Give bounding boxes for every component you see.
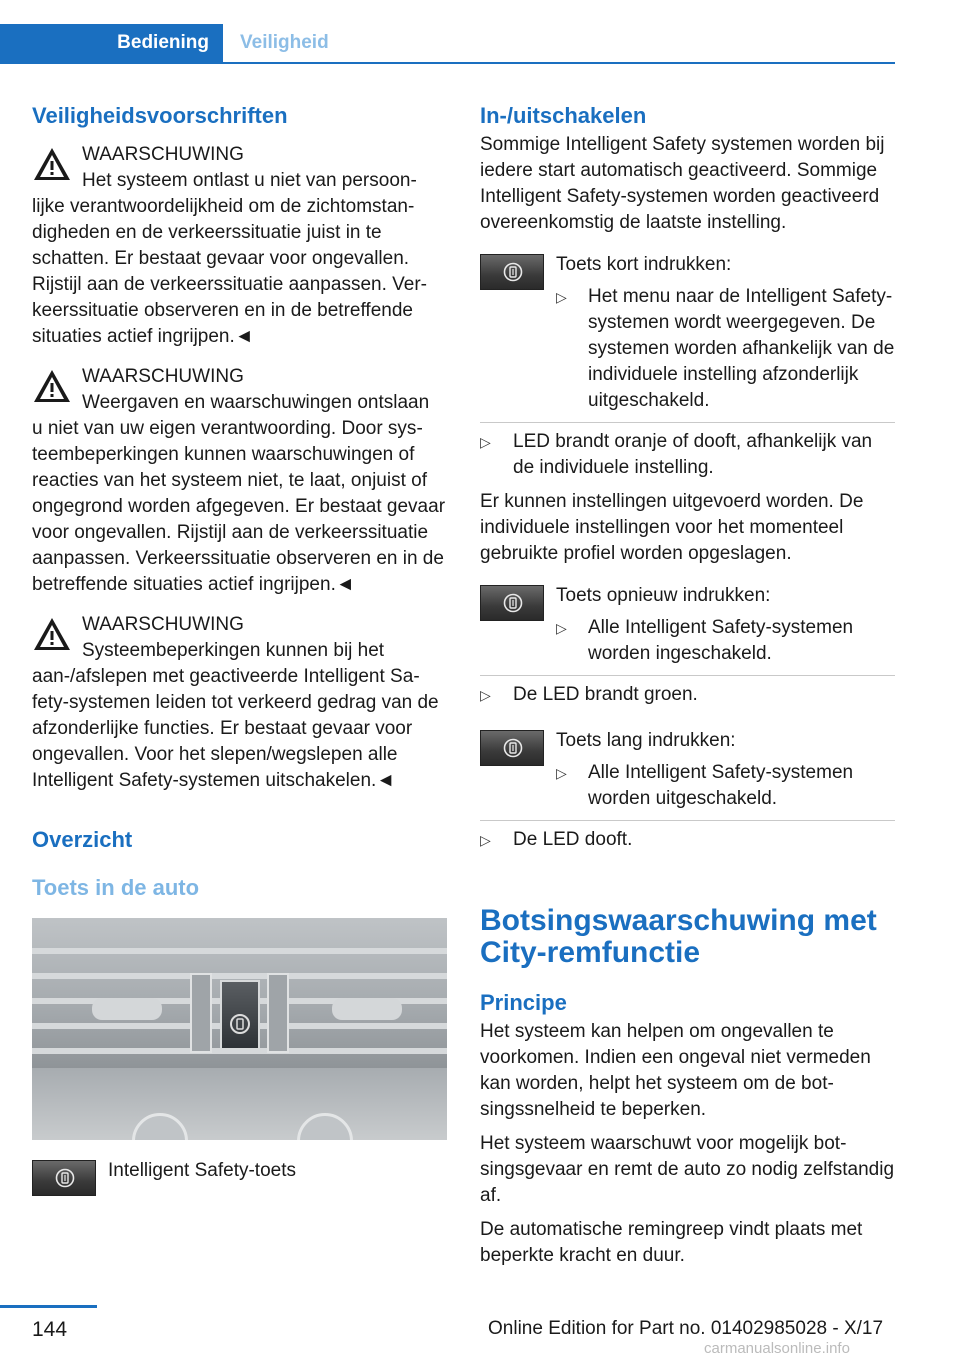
tab-bediening[interactable]: Bediening [0, 24, 223, 62]
tab-veiligheid[interactable]: Veiligheid [240, 32, 329, 53]
warning-triangle-icon [32, 368, 72, 404]
principle-paragraph-2: Het systeem waarschuwt voor mogelijk botsingsgevaar en remt de auto zo nodig zelfstandig af. [480, 1133, 895, 1206]
chapter-title-collision: Botsingswaarschuwing met City-remfunctie [480, 904, 877, 969]
list-item: ▷ De LED brandt groen. [480, 682, 895, 708]
press-long-block [480, 728, 895, 812]
bullet-triangle-icon: ▷ [480, 434, 491, 450]
section-title-toggle: In-/uitschakelen [480, 103, 647, 128]
intelligent-safety-icon [503, 593, 523, 613]
list-item: ▷ Alle Intelligent Safety-systemen worden uitgeschakeld. [556, 762, 854, 809]
right-column [480, 100, 895, 1269]
bullet-triangle-icon: ▷ [556, 765, 567, 781]
intelligent-safety-icon [503, 262, 523, 282]
warning-label: WAARSCHUWING [82, 144, 244, 165]
warning-text: u niet van uw eigen verantwoording. Door systeembeperkingen kunnen waarschuwingen of reacties van het systeem niet, te laat, onjuist of ongegrond worden afgegeven. Er bestaat gevaar voor ongevallen. Rijstijl aan de verkeerssituatie aanpassen. Verkeerssituatie observeren en in de betreffende situaties actief ingrijpen.◄ [32, 418, 446, 595]
section-title-overview: Overzicht [32, 827, 133, 852]
warning-block-2 [32, 364, 447, 598]
toggle-intro: Sommige Intelligent Safety systemen worden bij iedere start automatisch geactiveerd. Sommige Intelligent Safety-systemen worden geactiveerd overeenkomstig de laatste instelling. [480, 134, 885, 233]
chapter-tabbar [0, 24, 895, 64]
watermark: carmanualsonline.info [704, 1340, 850, 1357]
warning-triangle-icon [32, 616, 72, 652]
bullet-triangle-icon: ▷ [480, 832, 491, 848]
page-number: 144 [32, 1318, 68, 1341]
intelligent-safety-button[interactable] [32, 1160, 96, 1196]
section-title-principle: Principe [480, 990, 567, 1015]
bullet-triangle-icon: ▷ [556, 620, 567, 636]
footer-rule [0, 1305, 97, 1308]
principle-paragraph-1: Het systeem kan helpen om ongevallen te voorkomen. Indien een ongeval niet vermeden kan worden, helpt het systeem om de botsingssnelheid te beperken. [480, 1021, 871, 1120]
press-long-label: Toets lang indrukken: [556, 730, 736, 751]
warning-block-1 [32, 142, 447, 350]
press-again-label: Toets opnieuw indrukken: [556, 585, 771, 606]
warning-label: WAARSCHUWING [82, 366, 244, 387]
section-title-safety: Veiligheidsvoorschriften [32, 103, 288, 128]
warning-label: WAARSCHUWING [82, 614, 244, 635]
button-caption: Intelligent Safety-toets [108, 1160, 296, 1181]
warning-text: aan-/afslepen met geactiveerde Intelligent Safety-systemen leiden tot verkeerd gedrag van de afzonderlijke functies. Er bestaat gevaar voor ongevallen. Voor het slepen/wegslepen alle Intelligent Safety-systemen uitschakelen.◄ [32, 666, 439, 791]
safety-button-caption-block [32, 1158, 447, 1184]
bullet-triangle-icon: ▷ [556, 289, 567, 305]
warning-text-line1: Weergaven en waarschuwingen ontslaan [82, 392, 430, 413]
intelligent-safety-icon [503, 738, 523, 758]
principle-paragraph-3: De automatische remingreep vindt plaats met beperkte kracht en duur. [480, 1219, 863, 1266]
intelligent-safety-icon [55, 1168, 75, 1188]
list-item: ▷ Alle Intelligent Safety-systemen worden ingeschakeld. [556, 617, 854, 664]
warning-text: lijke verantwoordelijkheid om de zichtomstandigheden en de verkeerssituatie juist in te schatten. Er bestaat gevaar voor ongevallen. Rijstijl aan de verkeerssituatie aanpassen. Verkeerssituatie observeren en in de betreffende situaties actief ingrijpen.◄ [32, 196, 427, 347]
list-item: ▷ LED brandt oranje of dooft, afhankelijk van de individuele instelling. [480, 431, 873, 478]
warning-text-line1: Het systeem ontlast u niet van persoon- [82, 170, 417, 191]
left-column [32, 100, 447, 1184]
warning-block-3 [32, 612, 447, 794]
settings-text: Er kunnen instellingen uitgevoerd worden. De individuele instellingen voor het momenteel gebruikte profiel worden opgeslagen. [480, 491, 864, 564]
subsection-title-button: Toets in de auto [32, 875, 200, 900]
warning-triangle-icon [32, 146, 72, 182]
warning-text-line1: Systeembeperkingen kunnen bij het [82, 640, 385, 661]
intelligent-safety-icon [229, 1013, 251, 1035]
dashboard-photo [32, 918, 447, 1140]
bullet-triangle-icon: ▷ [480, 687, 491, 703]
list-item: ▷ Het menu naar de Intelligent Safety-systemen wordt weergegeven. De systemen worden afhankelijk van de individuele instelling afzonderlijk uitgeschakeld. [556, 286, 895, 411]
press-short-block [480, 252, 895, 414]
edition-text: Online Edition for Part no. 01402985028 - X/17 [488, 1318, 884, 1339]
press-again-block [480, 583, 895, 667]
list-item: ▷ De LED dooft. [480, 827, 895, 853]
press-short-label: Toets kort indrukken: [556, 254, 732, 275]
